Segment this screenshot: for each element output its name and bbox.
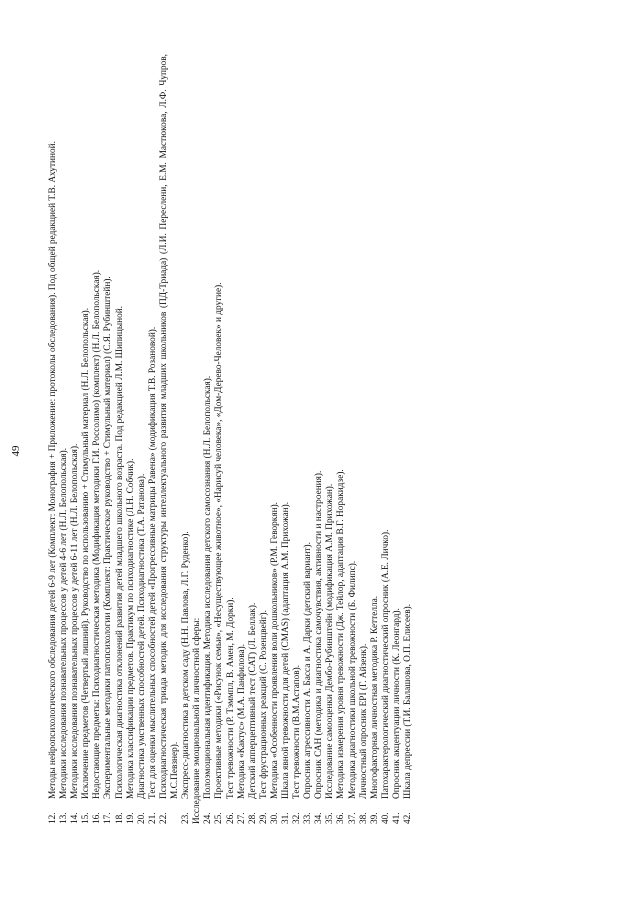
item-text: Экспериментальные методики патопсихологии (Комплект: Практическое руководство + Стимульный материал) (С.Я. Рубинштейн). [103,276,114,799]
item-number: 41. [391,812,402,824]
item-number: 28. [247,812,258,824]
item-text: Исследование самооценки Дембо-Рубинштейн (модификация А.М. Прихожан). [325,483,336,799]
item-number: 19. [125,812,136,824]
item-number: 38. [358,812,369,824]
list-item [203,54,214,824]
item-text: Тест для оценки мыслительных способностей детей «Прогрессивные матрицы Равена» (модификация Т.В. Розановой). [147,326,158,799]
item-number: 22. [158,812,169,824]
item-number: 35. [325,812,336,824]
list-item [159,54,181,824]
item-number: 25. [214,812,225,824]
item-text: Опросник САН (методика и диагностика самочувствия, активности и настроения). [314,470,325,799]
list-item [303,54,314,824]
list-item [325,54,336,824]
item-number: 12. [48,812,58,824]
item-text: Методика измерения уровня тревожности (Дж. Тейлор, адаптация В.Г. Норакидзе). [336,469,347,799]
list-item [92,54,103,824]
list-item [137,54,148,824]
item-text: Полоэмоциональная идентификация. Методика исследования детского самосознания (Н.Л. Белопольская). [203,375,214,799]
list-item [226,54,237,824]
item-number: 31. [280,812,291,824]
item-number: 21. [147,812,158,824]
method-list [48,54,414,824]
list-item [370,54,381,824]
list-item [103,54,114,824]
list-emotional-methods [203,54,414,824]
item-number: 39. [369,812,380,824]
section-heading-emotional: Исследование эмоциональной и личностной сферы: [192,617,203,824]
list-item [259,54,270,824]
item-number: 15. [81,812,92,824]
item-number: 24. [203,812,214,824]
list-cognitive-methods [48,54,192,824]
list-item [281,54,292,824]
item-text: Личностный опросник EPI (Г. Айзенк). [358,643,369,799]
list-item [336,54,347,824]
item-text: Детский апперцептивный тест (CAT) (Л. Беллак). [247,602,258,799]
item-text: Многофакторная личностная методика Р. Кеттелла. [369,595,380,799]
item-number: 36. [336,812,347,824]
item-number: 17. [103,812,114,824]
list-item [115,54,126,824]
item-text: Патохарактерологический диагностический опросник (А.Е. Личко). [380,529,391,799]
item-number: 30. [269,812,280,824]
list-item [70,54,81,824]
item-number: 20. [136,812,147,824]
item-text: Методика «Особенности проявления воли дошкольников» (Р.М. Геворкян). [269,502,280,799]
item-number: 42. [403,812,413,824]
list-item [359,54,370,824]
list-item [248,54,259,824]
item-text: Методы нейропсихологического обследования детей 6-9 лет (Комплект: Монография + Приложение: протоколы обследования). Под общей редакцией Т.В. Ахутиной. [48,141,58,799]
page-number: 49 [10,445,22,457]
list-item [403,54,414,824]
list-item [292,54,303,824]
item-text: Психологическая диагностика отклонений развития детей младшего школьного возраста. Под редакцией Л.М. Шипицыной. [114,305,125,799]
item-text: Методики исследования познавательных процессов у детей 4-6 лет (Н.Л. Белопольская). [59,447,70,799]
item-number: 29. [258,812,269,824]
list-item [48,54,59,824]
item-text: Шкала депрессии (Т.И. Балашова, О.П. Елисеев). [403,603,413,799]
item-text: Методика «Кактус» (М.А. Панфилова). [236,643,247,799]
item-text: Методики исследования познавательных процессов у детей 6-11 лет (Н.Л. Белопольская). [70,443,81,799]
list-item [181,54,192,824]
item-number: 32. [292,812,303,824]
item-number: 13. [59,812,70,824]
list-item [148,54,159,824]
item-text: Опросник акцентуации личности (К. Леонгард). [391,608,402,799]
list-item [270,54,281,824]
list-item [126,54,137,824]
item-number: 16. [92,812,103,824]
list-item [392,54,403,824]
item-number: 34. [314,812,325,824]
item-text: Экспресс-диагностика в детском саду (Н.Н. Павлова, Л.Г. Руденко). [181,531,192,799]
list-item [381,54,392,824]
list-item [314,54,325,824]
item-text: Проективные методики («Рисунок семьи», «Несуществующее животное», «Нарисуй человека», «Дом-Дерево-Человек» и другие). [214,282,225,799]
item-text: Методика диагностики школьной тревожности (Б. Филипс). [347,560,358,799]
item-number: 26. [225,812,236,824]
item-number: 40. [380,812,391,824]
item-text: Методика классификации предметов. Практикум по психодиагностике (Л.Н. Собчик). [125,458,136,799]
list-item [214,54,225,824]
list-item [81,54,92,824]
item-text: Опросник агрессивности А. Басса и А. Дарки (детский вариант). [303,542,314,799]
item-number: 37. [347,812,358,824]
item-text: Диагностика умственных способностей детей. Психодиагностика (Т.А. Ратанова). [136,473,147,799]
item-number: 14. [70,812,81,824]
item-text: Шкала явной тревожности для детей (CMAS) (адаптация А.М. Прихожан). [280,501,291,799]
item-text: Тест тревожности (Р. Тэммпл, В. Амен, М. Дорки). [225,597,236,799]
item-number: 27. [236,812,247,824]
item-text: Тест тревожности (В.М.Астапов). [292,664,303,799]
list-item [59,54,70,824]
item-text: Тест фрустрационных реакций (С. Розенцвейг). [258,610,269,799]
item-text: Психодиагностическая триада методик для исследования структуры интеллектуального развития младших школьников (ПД-Триада) (Л.И. Переслени, Е.М. Мастюкова, Л.Ф. Чупров, М.С.Певзнер). [158,54,181,799]
item-number: 23. [181,812,192,824]
item-number: 33. [303,812,314,824]
item-text: Исключение предметов (Четвертый лишний). Руководство по использованию + Стимульный материал (Н.Л. Белопольская). [81,307,92,799]
item-text: Недостающие предметы: Психодиагностическая методика (Модификация методики Г.И. Россолимо) (комплект) (Н.Л. Белопольская). [92,269,103,799]
list-item [237,54,248,824]
list-item [348,54,359,824]
item-number: 18. [114,812,125,824]
